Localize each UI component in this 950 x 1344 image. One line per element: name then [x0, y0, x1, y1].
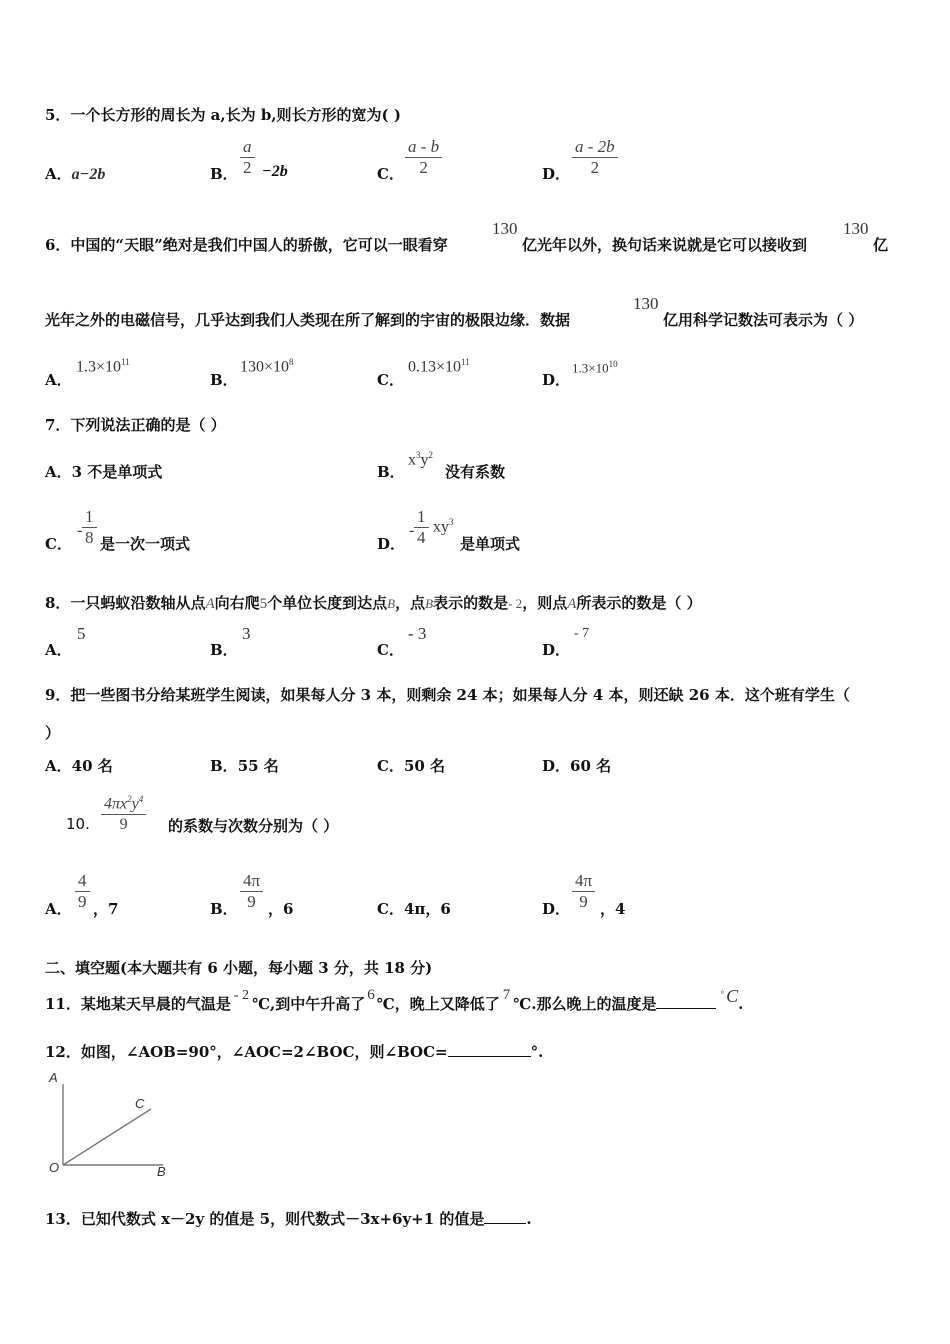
q7-option-d-fraction: 1 4 — [414, 507, 429, 548]
label-O: O — [49, 1160, 60, 1175]
q6-option-c-value: $0.13\times 10^{11}$ — [408, 357, 470, 376]
q9-option-a: A．40 名 — [45, 757, 113, 775]
q8-option-b-label: B． — [210, 641, 238, 659]
numerator: a — [243, 137, 252, 156]
question-11-stem: 11．某地某天早晨的气温是 - 2 ℃,到中午升高了 6 ℃，晚上又降低了 7 ℃.那么晚上的温度是° C. — [45, 986, 744, 1013]
q5-option-b-label: B． — [210, 165, 238, 183]
q7-option-d-label: D． — [377, 535, 406, 553]
q7-option-a: A．3 不是单项式 — [45, 463, 163, 481]
denominator: 2 — [419, 158, 428, 177]
question-10-stem: 的系数与次数分别为（ ） — [168, 817, 339, 835]
q10-option-a-fraction: 4 9 — [75, 871, 90, 912]
q7-option-c-label: C． — [45, 535, 72, 553]
q5-option-a — [45, 163, 105, 184]
denominator: 2 — [243, 158, 252, 177]
numerator: a - b — [408, 137, 440, 156]
q6-option-b-label: B． — [210, 371, 238, 389]
q8-option-a-label: A． — [45, 641, 72, 659]
answer-blank[interactable] — [448, 1042, 531, 1057]
q10-fraction — [101, 789, 146, 835]
answer-blank[interactable] — [484, 1209, 526, 1224]
option-label: A． — [45, 165, 72, 183]
denominator: 9 — [119, 816, 128, 834]
q7-option-b-label: B． — [377, 463, 405, 481]
q5-option-d-label: D． — [542, 165, 571, 183]
question-13-stem: 13．已知代数式 x－2y 的值是 5，则代数式－3x+6y+1 的值是 . — [45, 1210, 532, 1228]
q5-option-b-fraction — [240, 137, 255, 178]
q8-option-d-value: - 7 — [574, 626, 590, 641]
question-6-line-1b: 亿光年以外，换句话来说就是它可以接收到 — [522, 236, 808, 254]
q7-option-b-text: 没有系数 — [445, 463, 506, 481]
q8-option-a-value: 5 — [77, 624, 86, 643]
question-8-stem: 8．一只蚂蚁沿数轴从点A向右爬5个单位长度到达点B，点B表示的数是- 2，则点A所表示的数是（ ） — [45, 594, 702, 612]
q6-option-c-label: C． — [377, 371, 404, 389]
q8-option-b-value: 3 — [242, 624, 251, 643]
q8-option-c-value: - 3 — [408, 624, 427, 643]
q10-option-a-label: A． — [45, 900, 72, 918]
q10-option-d-label: D． — [542, 900, 571, 918]
q5-option-c-label: C． — [377, 165, 404, 183]
q6-option-b-value: $130\times 10^8$ — [240, 357, 294, 376]
q10-option-c: C．4π，6 — [377, 900, 451, 918]
q10-option-d-tail: ，4 — [600, 900, 626, 918]
q6-number-130-c: 130 — [633, 294, 659, 313]
q9-option-b: B．55 名 — [210, 757, 279, 775]
q9-option-c: C．50 名 — [377, 757, 446, 775]
question-9-line-2: ） — [45, 724, 61, 742]
ray-OC — [63, 1109, 151, 1165]
q8-option-c-label: C． — [377, 641, 404, 659]
question-9-line-1: 9．把一些图书分给某班学生阅读，如果每人分 3 本，则剩余 24 本；如果每人分 4 本，则还缺 26 本．这个班有学生（ — [45, 686, 850, 704]
question-7-stem: 7．下列说法正确的是（ ） — [45, 416, 226, 434]
option-text: a−2b — [71, 166, 106, 183]
q5-option-d-fraction — [572, 137, 618, 178]
q7-option-c-fraction: 1 8 — [82, 507, 97, 548]
q6-option-d-value: $1.3\times 10^{10}$ — [572, 359, 618, 376]
question-6-line-1a: 6．中国的“天眼”绝对是我们中国人的骄傲，它可以一眼看穿 — [45, 236, 448, 254]
denominator: 2 — [590, 158, 600, 177]
q6-number-130-a: 130 — [492, 219, 518, 238]
question-12-stem: 12．如图，∠AOB=90°，∠AOC=2∠BOC，则∠BOC= °. — [45, 1043, 544, 1061]
label-A: A — [49, 1070, 58, 1085]
question-6-line-2a: 光年之外的电磁信号，几乎达到我们人类现在所了解到的宇宙的极限边缘．数据 — [45, 311, 571, 329]
q10-option-b-tail: ，6 — [268, 900, 294, 918]
q5-option-c-fraction — [405, 137, 442, 178]
q6-number-130-b: 130 — [843, 219, 869, 238]
q7-option-c-sign: - — [77, 522, 83, 539]
answer-blank[interactable] — [656, 994, 716, 1009]
q6-option-d-label: D． — [542, 371, 571, 389]
q6-option-a-value: $1.3\times 10^{11}$ — [76, 357, 130, 376]
angle-figure — [45, 1068, 185, 1183]
section-2-title: 二、填空题(本大题共有 6 小题，每小题 3 分，共 18 分) — [45, 959, 433, 977]
q8-option-d-label: D． — [542, 641, 571, 659]
question-10-number: 10. — [66, 815, 90, 833]
q7-option-d-text: 是单项式 — [460, 535, 521, 553]
q9-option-d: D．60 名 — [542, 757, 612, 775]
q7-option-b-expr: $x^3y^2$ — [408, 450, 433, 469]
question-6-line-1c: 亿 — [873, 236, 889, 254]
q10-option-a-tail: ，7 — [93, 900, 119, 918]
q10-option-b-fraction: 4π 9 — [240, 871, 263, 912]
numerator: $4\pi x^2y^4$ — [104, 794, 144, 813]
label-C: C — [135, 1096, 145, 1111]
q7-option-d-sign: - — [409, 522, 415, 539]
numerator: a - 2b — [575, 137, 615, 156]
q5-option-b-tail: −2b — [262, 163, 288, 180]
q6-option-a-label: A． — [45, 371, 72, 389]
question-6-line-2b: 亿用科学记数法可表示为（ ） — [663, 311, 864, 329]
q7-option-c-text: 是一次一项式 — [100, 535, 191, 553]
label-B: B — [157, 1164, 166, 1179]
q10-option-d-fraction: 4π 9 — [572, 871, 595, 912]
question-5-stem: 5．一个长方形的周长为 a,长为 b,则长方形的宽为( ) — [45, 106, 401, 124]
q10-option-b-label: B． — [210, 900, 238, 918]
q7-option-d-var: $xy^3$ — [433, 517, 454, 536]
